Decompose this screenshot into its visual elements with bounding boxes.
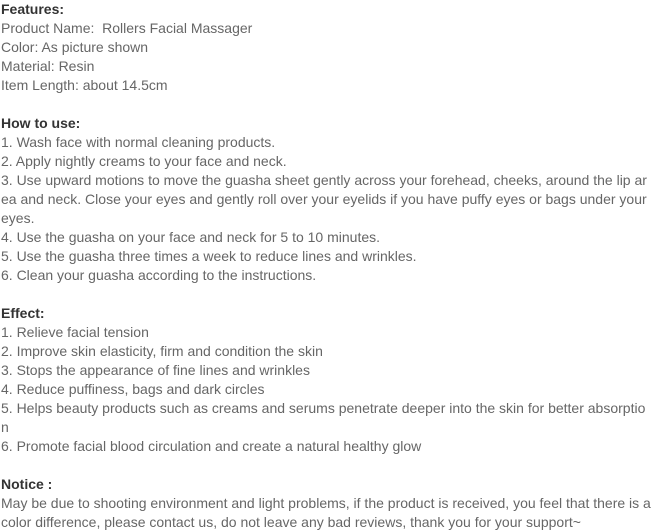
- effect-line: 5. Helps beauty products such as creams and serums penetrate deeper into the skin for better absorptio: [1, 400, 646, 416]
- feature-line-item-length: Item Length: about 14.5cm: [1, 77, 168, 93]
- how-to-use-line: 3. Use upward motions to move the guasha sheet gently across your forehead, cheeks, around the lip ar: [1, 172, 647, 188]
- section-heading-features: Features:: [1, 1, 65, 17]
- feature-line-product-name: Product Name: Rollers Facial Massager: [1, 20, 253, 36]
- how-to-use-line: 4. Use the guasha on your face and neck for 5 to 10 minutes.: [1, 229, 381, 245]
- effect-line: 3. Stops the appearance of fine lines and wrinkles: [1, 362, 310, 378]
- effect-line: 2. Improve skin elasticity, firm and condition the skin: [1, 343, 323, 359]
- how-to-use-line: 2. Apply nightly creams to your face and neck.: [1, 153, 287, 169]
- features-section: [1, 0, 651, 95]
- effect-section: [1, 304, 651, 456]
- notice-line: color difference, please contact us, do not leave any bad reviews, thank you for your support~: [1, 514, 581, 530]
- section-heading-notice: Notice :: [1, 476, 53, 492]
- effect-line: 6. Promote facial blood circulation and create a natural healthy glow: [1, 438, 422, 454]
- effect-line: 1. Relieve facial tension: [1, 324, 149, 340]
- notice-section: [1, 475, 651, 532]
- how-to-use-line: eyes.: [1, 210, 35, 226]
- section-heading-how-to-use: How to use:: [1, 115, 81, 131]
- feature-line-material: Material: Resin: [1, 58, 95, 74]
- how-to-use-section: [1, 114, 651, 285]
- how-to-use-line: 5. Use the guasha three times a week to reduce lines and wrinkles.: [1, 248, 417, 264]
- effect-line: n: [1, 419, 9, 435]
- section-heading-effect: Effect:: [1, 305, 45, 321]
- feature-line-color: Color: As picture shown: [1, 39, 149, 55]
- how-to-use-line: 6. Clean your guasha according to the instructions.: [1, 267, 317, 283]
- how-to-use-line: ea and neck. Close your eyes and gently roll over your eyelids if you have puffy eyes or bags under your: [1, 191, 647, 207]
- effect-line: 4. Reduce puffiness, bags and dark circles: [1, 381, 265, 397]
- how-to-use-line: 1. Wash face with normal cleaning products.: [1, 134, 276, 150]
- notice-line: May be due to shooting environment and light problems, if the product is received, you feel that there is a: [1, 495, 651, 511]
